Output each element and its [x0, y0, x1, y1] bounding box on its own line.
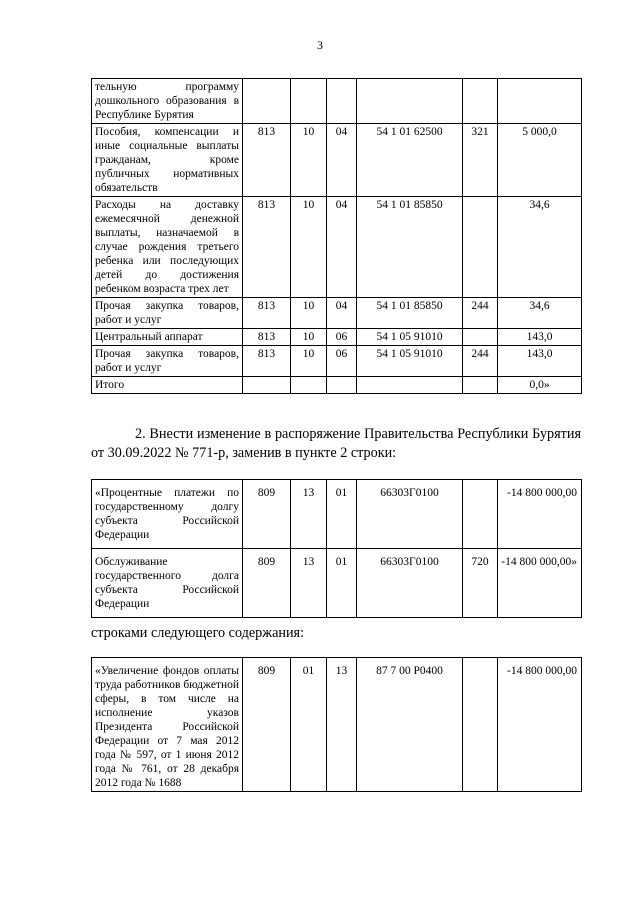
section-code: 13	[291, 549, 327, 618]
sum-value: 5 000,0	[498, 124, 582, 197]
ministry-code: 813	[243, 197, 291, 298]
target-article: 87 7 00 Р0400	[357, 658, 463, 792]
expense-type	[463, 329, 498, 346]
target-article: 54 1 05 91010	[357, 329, 463, 346]
row-name: Обслуживание государственного долга субъекта Российской Федерации	[92, 549, 243, 618]
sum-value: -14 800 000,00»	[498, 549, 582, 618]
target-article: 66303Г0100	[357, 549, 463, 618]
table-row	[92, 658, 582, 792]
ministry-code: 813	[243, 124, 291, 197]
table-row	[92, 549, 582, 618]
row-name: «Увеличение фондов оплаты труда работников бюджетной сферы, в том числе на исполнение указов Президента Российской Федерации от 7 мая 2012 года № 597, от 1 июня 2012 года № 761, от 28 декабря 2012 года № 1688	[92, 658, 243, 792]
ministry-code	[243, 377, 291, 394]
subsection-code: 04	[327, 124, 357, 197]
table-row	[92, 329, 582, 346]
row-name: Центральный аппарат	[92, 329, 243, 346]
sum-value: 143,0	[498, 346, 582, 377]
target-article	[357, 79, 463, 124]
ministry-code: 813	[243, 329, 291, 346]
sum-value: -14 800 000,00	[498, 480, 582, 549]
table-row	[92, 346, 582, 377]
sum-value	[498, 79, 582, 124]
budget-table-1	[91, 78, 582, 394]
expense-type	[463, 480, 498, 549]
subsection-code	[327, 79, 357, 124]
section-code	[291, 79, 327, 124]
subsection-code	[327, 377, 357, 394]
row-name: Прочая закупка товаров, работ и услуг	[92, 346, 243, 377]
subsection-code: 04	[327, 197, 357, 298]
subsection-code: 06	[327, 329, 357, 346]
sum-value: 143,0	[498, 329, 582, 346]
ministry-code: 813	[243, 346, 291, 377]
section-code: 10	[291, 329, 327, 346]
sum-value: 34,6	[498, 197, 582, 298]
subsection-code: 01	[327, 480, 357, 549]
subsection-code: 04	[327, 298, 357, 329]
ministry-code	[243, 79, 291, 124]
sum-value: -14 800 000,00	[498, 658, 582, 792]
sum-value: 34,6	[498, 298, 582, 329]
row-name: Прочая закупка товаров, работ и услуг	[92, 298, 243, 329]
ministry-code: 809	[243, 658, 291, 792]
target-article: 66303Г0100	[357, 480, 463, 549]
table-row	[92, 480, 582, 549]
expense-type	[463, 658, 498, 792]
section-code: 10	[291, 346, 327, 377]
section-code: 13	[291, 480, 327, 549]
section-code: 10	[291, 197, 327, 298]
row-name: Расходы на доставку ежемесячной денежной выплаты, назначаемой в случае рождения третьего ребенка или последующих детей до достижения ребенком возраста трех лет	[92, 197, 243, 298]
row-name: Пособия, компенсации и иные социальные выплаты гражданам, кроме публичных нормативных обязательств	[92, 124, 243, 197]
sum-value: 0,0»	[498, 377, 582, 394]
target-article: 54 1 05 91010	[357, 346, 463, 377]
page-number: 3	[317, 38, 323, 52]
expense-type: 720	[463, 549, 498, 618]
subsection-code: 13	[327, 658, 357, 792]
expense-type	[463, 377, 498, 394]
expense-type: 244	[463, 298, 498, 329]
target-article: 54 1 01 62500	[357, 124, 463, 197]
ministry-code: 813	[243, 298, 291, 329]
table-row	[92, 124, 582, 197]
expense-type: 321	[463, 124, 498, 197]
expense-type	[463, 79, 498, 124]
paragraph-3: строками следующего содержания:	[91, 625, 305, 641]
table-row-total	[92, 377, 582, 394]
expense-type	[463, 197, 498, 298]
table-row	[92, 197, 582, 298]
section-code: 01	[291, 658, 327, 792]
target-article	[357, 377, 463, 394]
budget-table-2	[91, 479, 582, 618]
row-name: тельную программу дошкольного образования в Республике Бурятия	[92, 79, 243, 124]
subsection-code: 01	[327, 549, 357, 618]
target-article: 54 1 01 85850	[357, 298, 463, 329]
row-name: Итого	[92, 377, 243, 394]
ministry-code: 809	[243, 480, 291, 549]
paragraph-2: 2. Внести изменение в распоряжение Правительства Республики Бурятия от 30.09.2022 № 771-р, заменив в пункте 2 строки:	[91, 426, 581, 461]
budget-table-3	[91, 657, 582, 792]
section-code	[291, 377, 327, 394]
ministry-code: 809	[243, 549, 291, 618]
table-row	[92, 79, 582, 124]
section-code: 10	[291, 124, 327, 197]
section-code: 10	[291, 298, 327, 329]
table-row	[92, 298, 582, 329]
expense-type: 244	[463, 346, 498, 377]
row-name: «Процентные платежи по государственному долгу субъекта Российской Федерации	[92, 480, 243, 549]
target-article: 54 1 01 85850	[357, 197, 463, 298]
subsection-code: 06	[327, 346, 357, 377]
